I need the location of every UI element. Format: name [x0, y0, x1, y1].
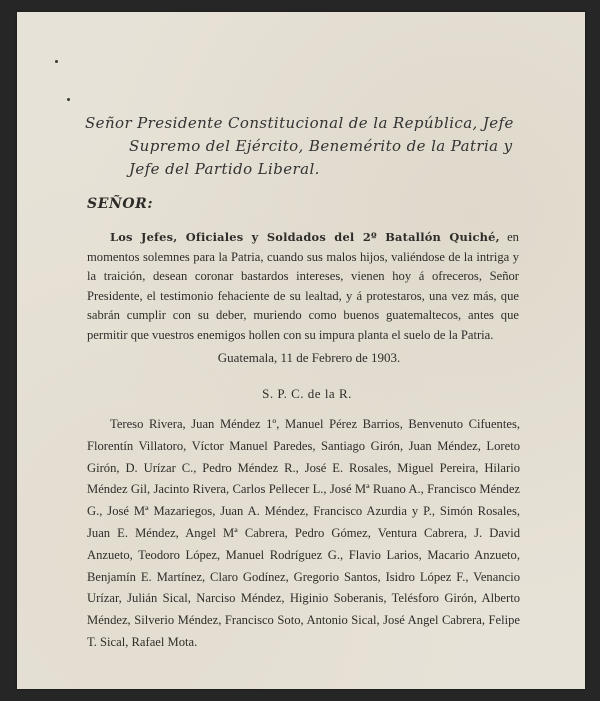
- punch-mark: [67, 98, 70, 101]
- addressee-line-3: Jefe del Partido Liberal.: [129, 160, 320, 178]
- salutation: SEÑOR:: [87, 196, 154, 212]
- document-page: [17, 12, 585, 689]
- punch-mark: [55, 60, 58, 63]
- place-date: Guatemala, 11 de Febrero de 1903.: [217, 350, 401, 365]
- addressee-line-1: Señor Presidente Constitucional de la República, Jefe: [85, 114, 514, 132]
- body-lead-bold: Los Jefes, Oficiales y Soldados del 2º Batallón Quiché,: [110, 230, 500, 244]
- body-paragraph: [87, 228, 519, 346]
- addressee-heading: [85, 112, 535, 181]
- body-text: en momentos solemnes para la Patria, cuando sus malos hijos, valiéndose de la intriga y la traición, desean coronar bastardos intereses, vienen hoy á ofreceros, Señor Presidente, el testimonio fehaciente de su lealtad, y á protestaros, una vez más, que sabrán cumplir con su deber, muriendo como buenos guatemaltecos, antes que permitir que vuestros enemigos hollen con su impura planta el suelo de la Patria.: [87, 230, 519, 342]
- closing-abbreviation: S. P. C. de la R.: [262, 386, 352, 401]
- addressee-line-2: Supremo del Ejército, Benemérito de la Patria y: [129, 137, 513, 155]
- signatories-list: Tereso Rivera, Juan Méndez 1º, Manuel Pérez Barrios, Benvenuto Cifuentes, Florentín Villatoro, Víctor Manuel Paredes, Santiago Girón, Juan Méndez, Loreto Girón, D. Urízar C., Pedro Méndez R., José E. Rosales, Miguel Pereira, Hilario Méndez Gil, Jacinto Rivera, Carlos Pellecer L., José Mª Ruano A., Francisco Méndez G., José Mª Mazariegos, Juan A. Méndez, Francisco Azurdia y P., Simón Rosales, Juan E. Méndez, Angel Mª Cabrera, Pedro Gómez, Ventura Cabrera, J. David Anzueto, Teodoro López, Manuel Rodríguez G., Flavio Larios, Macario Anzueto, Benjamín E. Martínez, Claro Godínez, Gregorio Santos, Isidro López F., Venancio Urízar, Julián Sical, Narciso Méndez, Higinio Soberanis, Telésforo Girón, Alberto Méndez, Silverio Méndez, Francisco Soto, Antonio Sical, José Angel Cabrera, Felipe T. Sical, Rafael Mota.: [87, 417, 520, 649]
